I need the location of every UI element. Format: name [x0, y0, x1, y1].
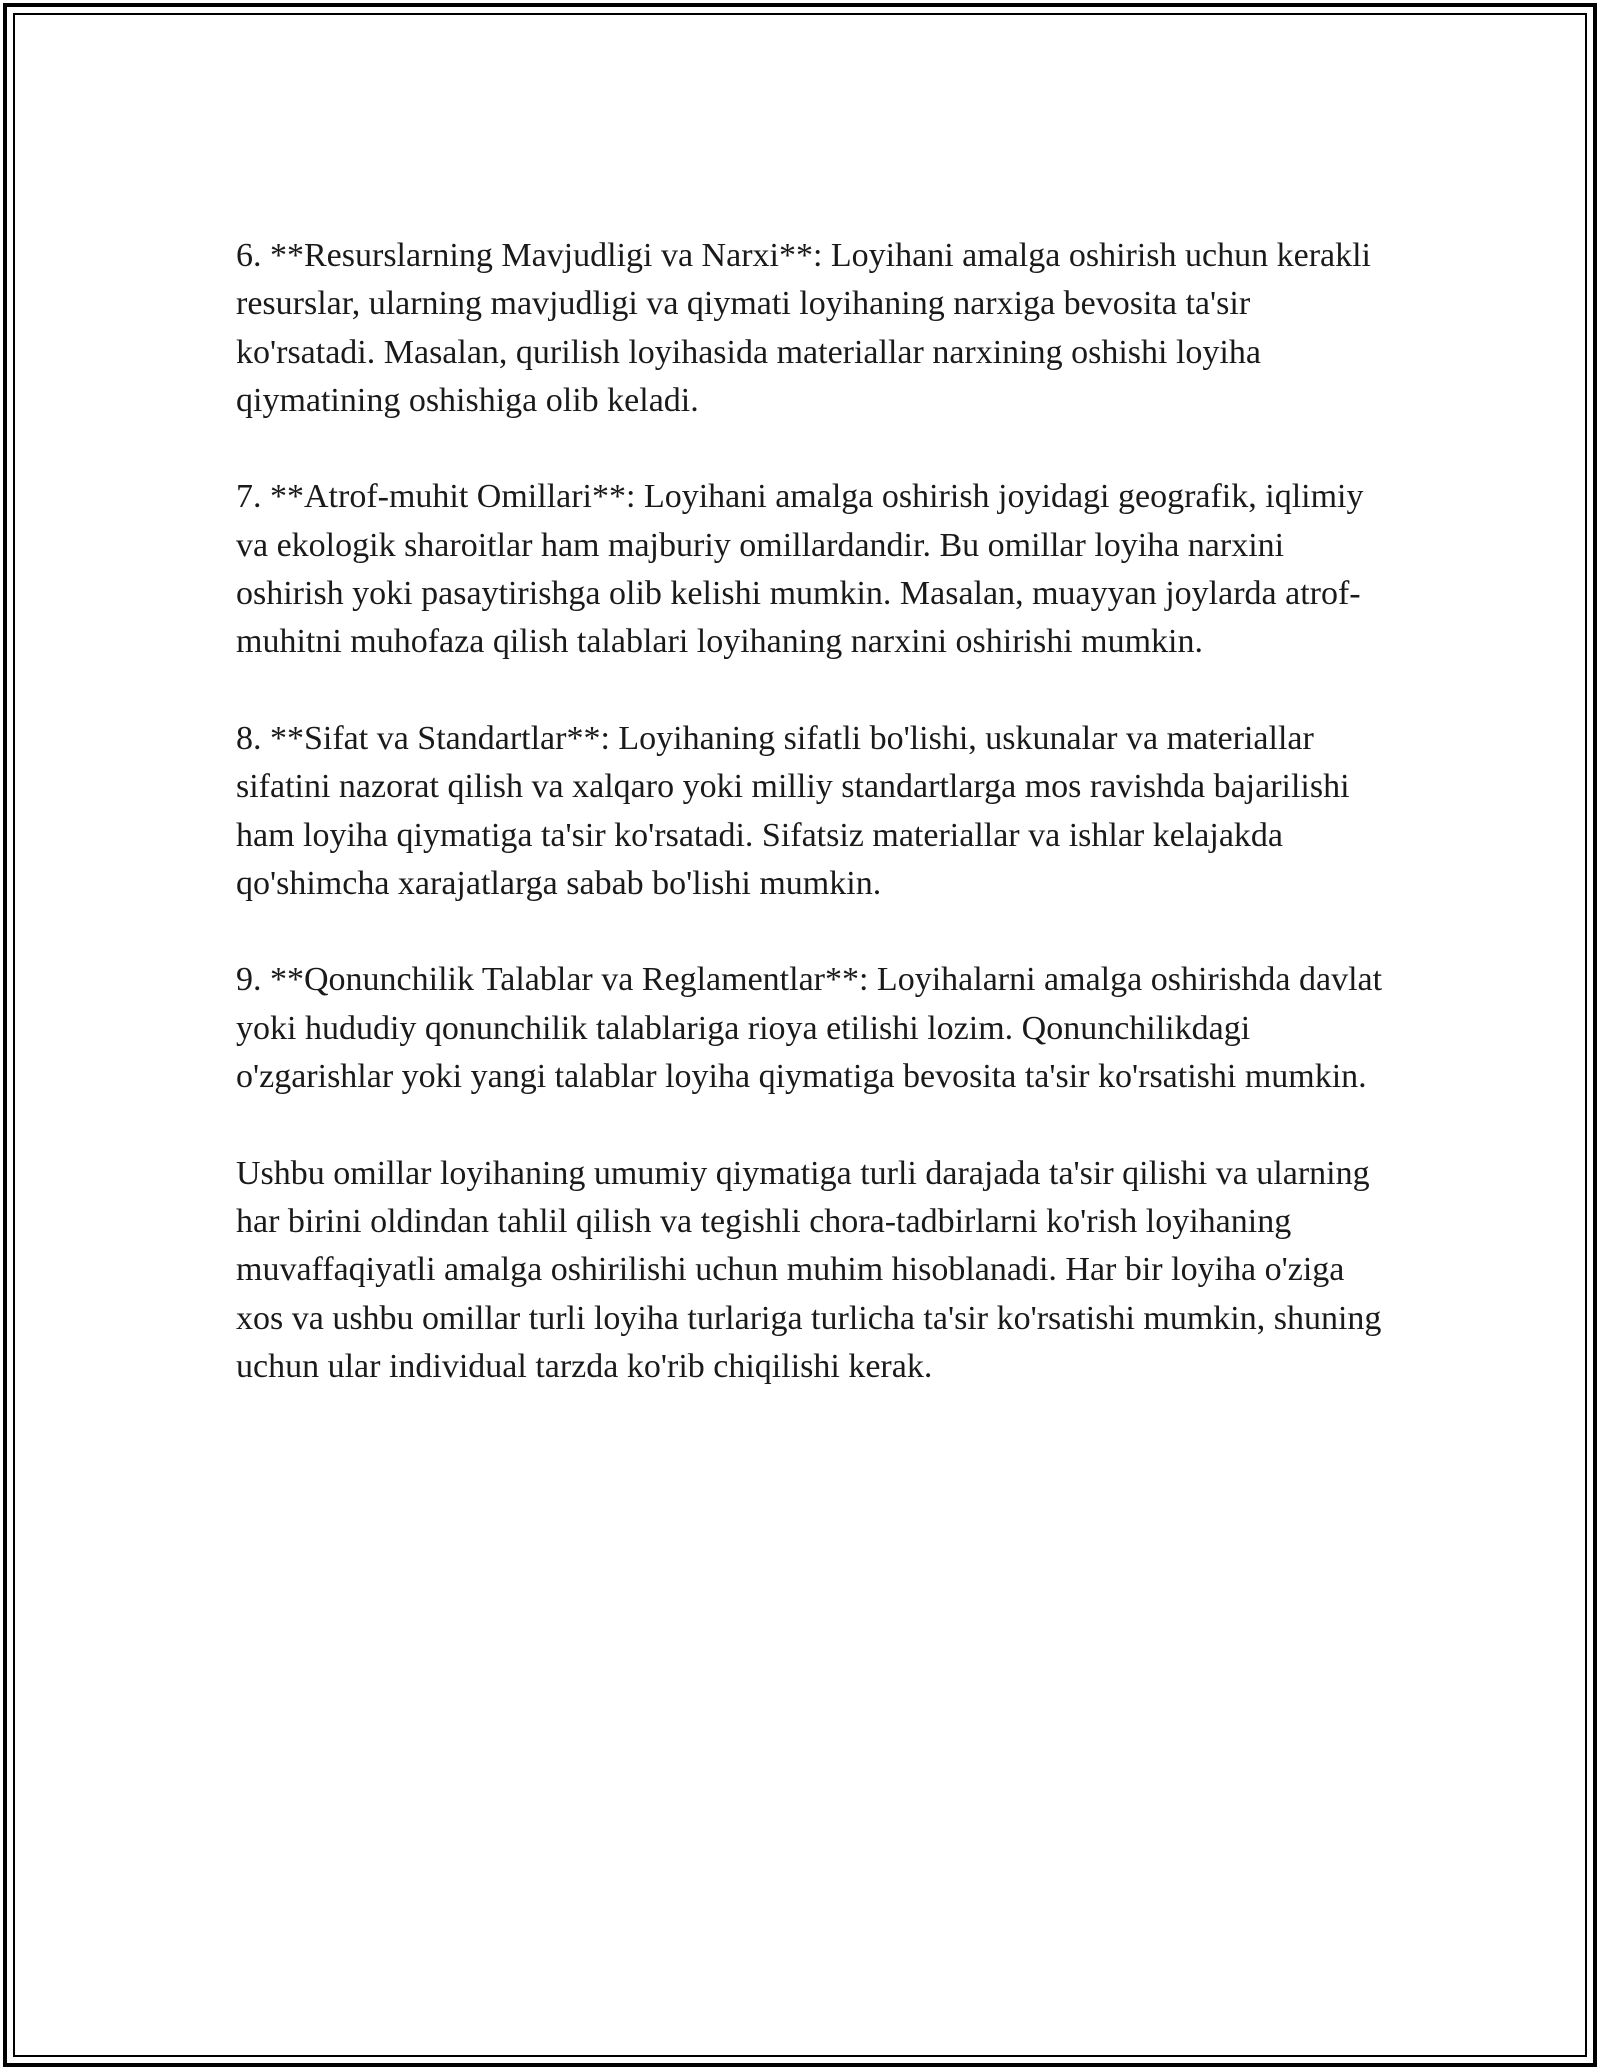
paragraph-conclusion: Ushbu omillar loyihaning umumiy qiymatiga turli darajada ta'sir qilishi va ularning har birini oldindan tahlil qilish va tegishli chora-tadbirlarni ko'rish loyihaning muvaffaqiyatli amalga oshirilishi uchun muhim hisoblanadi. Har bir loyiha o'ziga xos va ushbu omillar turli loyiha turlariga turlicha ta'sir ko'rsatishi mumkin, shuning uchun ular individual tarzda ko'rib chiqilishi kerak. [236, 1154, 1382, 1385]
paragraph-resources: 6. **Resurslarning Mavjudligi va Narxi**: Loyihani amalga oshirish uchun kerakli resurslar, ularning mavjudligi va qiymati loyihaning narxiga bevosita ta'sir ko'rsatadi. Masalan, qurilish loyihasida materiallar narxining oshishi loyiha qiymatining oshishiga olib keladi. [236, 237, 1371, 419]
document-body [236, 232, 1386, 1439]
paragraph-environment: 7. **Atrof-muhit Omillari**: Loyihani amalga oshirish joyidagi geografik, iqlimiy va ekologik sharoitlar ham majburiy omillardandir. Bu omillar loyiha narxini oshirish yoki pasaytirishga olib kelishi mumkin. Masalan, muayyan joylarda atrof-muhitni muhofaza qilish talablari loyihaning narxini oshirishi mumkin. [236, 478, 1364, 661]
paragraph-quality-standards: 8. **Sifat va Standartlar**: Loyihaning sifatli bo'lishi, uskunalar va materiallar sifatini nazorat qilish va xalqaro yoki milliy standartlarga mos ravishda bajarilishi ham loyiha qiymatiga ta'sir ko'rsatadi. Sifatsiz materiallar va ishlar kelajakda qo'shimcha xarajatlarga sabab bo'lishi mumkin. [236, 719, 1350, 902]
paragraph-legislation: 9. **Qonunchilik Talablar va Reglamentlar**: Loyihalarni amalga oshirishda davlat yoki hududiy qonunchilik talablariga rioya etilishi lozim. Qonunchilikdagi o'zgarishlar yoki yangi talablar loyiha qiymatiga bevosita ta'sir ko'rsatishi mumkin. [236, 961, 1383, 1096]
